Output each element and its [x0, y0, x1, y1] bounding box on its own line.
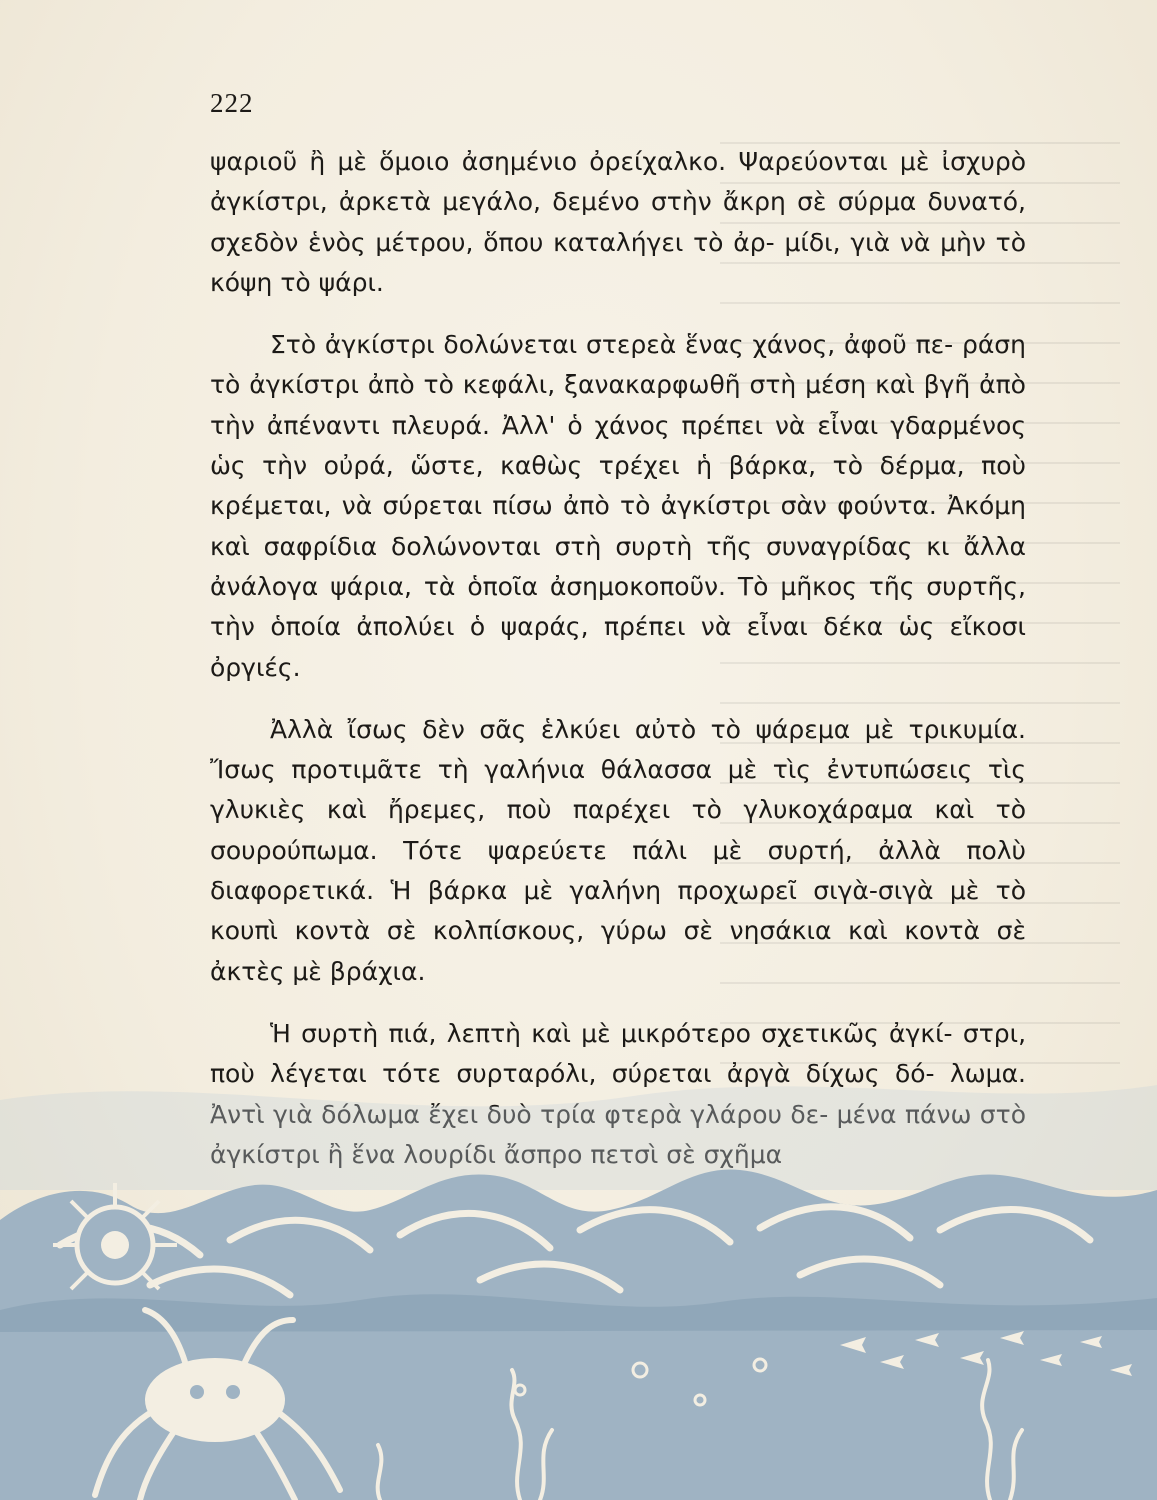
- text-line: στρι, ποὺ λέγεται τότε συρταρόλι, σύρεται ἀργὰ δίχως δό-: [210, 1018, 1027, 1089]
- text-line: σὲ ἀκτὲς μὲ βράχια.: [210, 916, 1026, 986]
- text-line: καὶ βγῆ ἀπὸ τὴν ἀπέναντι πλευρά. Ἀλλ' ὁ χάνος πρέπει: [210, 370, 1026, 440]
- text-line: διαφορετικά. Ἡ βάρκα μὲ γαλήνη προχωρεῖ σιγὰ-σιγὰ μὲ: [210, 876, 980, 906]
- sea-illustration: [0, 1070, 1157, 1500]
- text-line: τὶς γλυκιὲς καὶ ἤρεμες, ποὺ παρέχει τὸ γλυκοχάραμα καὶ: [210, 755, 1026, 825]
- text-line: σύρμα δυνατό, σχεδὸν ἑνὸς μέτρου, ὅπου καταλήγει τὸ ἀρ-: [210, 187, 1026, 257]
- text-line: Ἴσως προτιμᾶτε τὴ γαλήνια θάλασσα μὲ τὶς ἐντυπώσεις: [210, 755, 973, 785]
- paragraph-2: [210, 325, 1026, 688]
- text-line: Ἡ συρτὴ πιά, λεπτὴ καὶ μὲ μικρότερο σχετικῶς ἀγκί-: [270, 1018, 953, 1048]
- text-line: τὸ σουρούπωμα. Τότε ψαρεύετε πάλι μὲ συρτή, ἀλλὰ πολὺ: [210, 795, 1026, 865]
- text-line: Ἀλλὰ ἴσως δὲν σᾶς ἑλκύει αὐτὸ τὸ ψάρεμα μὲ τρικυμία.: [270, 714, 1026, 744]
- text-line: ἀσημοκοποῦν. Τὸ μῆκος τῆς συρτῆς, τὴν ὁποία ἀπολύει ὁ: [210, 571, 1026, 642]
- text-line: μίδι, γιὰ νὰ μὴν τὸ κόψη τὸ ψάρι.: [210, 227, 1026, 297]
- text-line: Στὸ ἀγκίστρι δολώνεται στερεὰ ἕνας χάνος, ἀφοῦ πε-: [270, 330, 954, 360]
- paragraph-1: [210, 142, 1026, 303]
- body-text: [210, 142, 1026, 1197]
- text-line: νὰ εἶναι γδαρμένος ὡς τὴν οὐρά, ὥστε, καθὼς τρέχει ἡ: [210, 410, 1026, 481]
- text-line: βάρκα, τὸ δέρμα, ποὺ κρέμεται, νὰ σύρεται πίσω ἀπὸ τὸ: [210, 451, 1026, 521]
- paragraph-3: [210, 710, 1026, 992]
- text-line: ἀγκίστρι σὰν φούντα. Ἀκόμη καὶ σαφρίδια δολώνονται στὴ: [210, 491, 1027, 561]
- text-line: ράση τὸ ἀγκίστρι ἀπὸ τὸ κεφάλι, ξανακαρφωθῆ στὴ μέση: [210, 330, 1026, 400]
- text-line: ψαράς, πρέπει νὰ εἶναι δέκα ὡς εἴκοσι ὀργιές.: [210, 612, 1026, 682]
- text-line: μένα πάνω στὸ ἀγκίστρι ἢ ἕνα λουρίδι ἄσπρο πετσὶ σὲ σχῆμα: [210, 1099, 1026, 1169]
- text-line: συρτὴ τῆς συναγρίδας κι ἄλλα ἀνάλογα ψάρια, τὰ ὁποῖα: [210, 531, 1026, 601]
- text-line: ψαριοῦ ἢ μὲ ὅμοιο ἀσημένιο ὀρείχαλκο. Ψαρεύονται μὲ: [210, 147, 930, 176]
- sky-band: [0, 1085, 1157, 1190]
- text-line: τὸ κουπὶ κοντὰ σὲ κολπίσκους, γύρω σὲ νησάκια καὶ κοντὰ: [210, 876, 1026, 946]
- text-line: ἰσχυρὸ ἀγκίστρι, ἀρκετὰ μεγάλο, δεμένο στὴν ἄκρη σὲ: [210, 147, 1026, 217]
- page-number: 222: [210, 88, 254, 118]
- text-line: λωμα. Ἀντὶ γιὰ δόλωμα ἔχει δυὸ τρία φτερὰ γλάρου δε-: [210, 1059, 1026, 1129]
